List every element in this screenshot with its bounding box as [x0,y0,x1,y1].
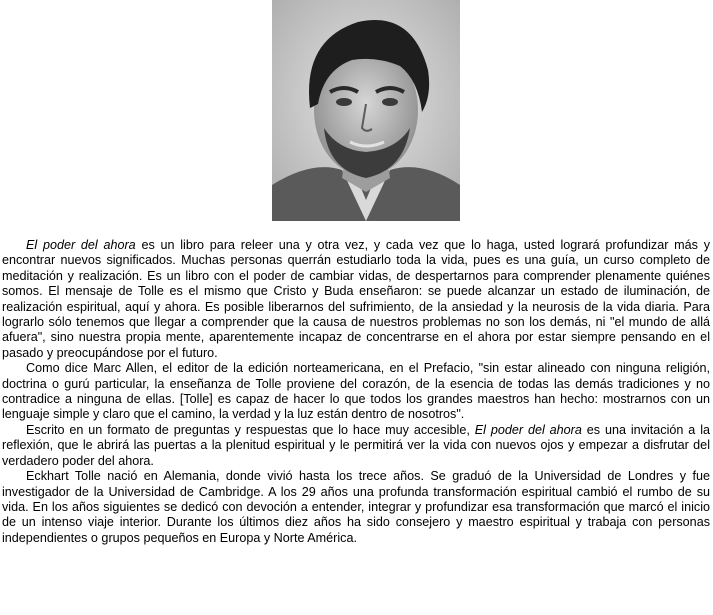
portrait-image [272,0,460,221]
book-description [2,238,710,546]
author-photo [272,0,460,221]
paragraph-2 [2,361,710,423]
paragraph-3 [2,423,710,469]
paragraph-3-text-after: es una invitación a la reflexión, que le abrirá las puertas a la plenitud espiritual y le permitirá ver la vida con nuevos ojos y empezar a disfrutar del verdadero poder del ahora. [2,422,710,468]
paragraph-1 [2,238,710,361]
paragraph-1-text: es un libro para releer una y otra vez, y cada vez que lo haga, usted logrará profundizar más y encontrar nuevos significados. Muchas personas querrán estudiarlo toda la vida, pues es una guía, un curso completo de meditación y realización. Es un libro con el poder de cambiar vidas, de despertarnos para comprender plenamente quiénes somos. El mensaje de Tolle es el mismo que Cristo y Buda enseñaron: se puede alcanzar un estado de iluminación, de realización espiritual, aquí y ahora. Es posible liberarnos del sufrimiento, de la ansiedad y la neurosis de la vida diaria. Para lograrlo sólo tenemos que llegar a comprender que la causa de nuestros problemas no son los demás, ni "el mundo de allá afuera", sino nuestra propia mente, aparentemente incapaz de concentrarse en el ahora por estar siempre pensando en el pasado y preocupándose por el futuro. [2,238,711,360]
book-title-italic: El poder del ahora [26,238,136,252]
book-title-italic: El poder del ahora [474,422,582,437]
paragraph-2-text: Como dice Marc Allen, el editor de la edición norteamericana, en el Prefacio, "sin estar alineado con ninguna religión, doctrina o gurú particular, la enseñanza de Tolle proviene del corazón, de la esencia de todas las demás tradiciones y no contradice a ninguna de ellas. [Tolle] es capaz de hacer lo que todos los grandes maestros han hecho: mostrarnos con un lenguaje simple y claro que el camino, la verdad y la luz están dentro de nosotros". [2,361,710,422]
paragraph-3-text-before: Escrito en un formato de preguntas y respuestas que lo hace muy accesible, [26,422,475,437]
paragraph-4-text: Eckhart Tolle nació en Alemania, donde vivió hasta los trece años. Se graduó de la Universidad de Londres y fue investigador de la Universidad de Cambridge. A los 29 años una profunda transformación espiritual cambió el rumbo de su vida. En los años siguientes se dedicó con devoción a entender, integrar y profundizar esa transformación que marcó el inicio de un intenso viaje interior. Durante los últimos diez años ha sido consejero y maestro espiritual y trabaja con personas independientes o grupos pequeños en Europa y Norte América. [2,469,710,545]
paragraph-4 [2,469,710,546]
